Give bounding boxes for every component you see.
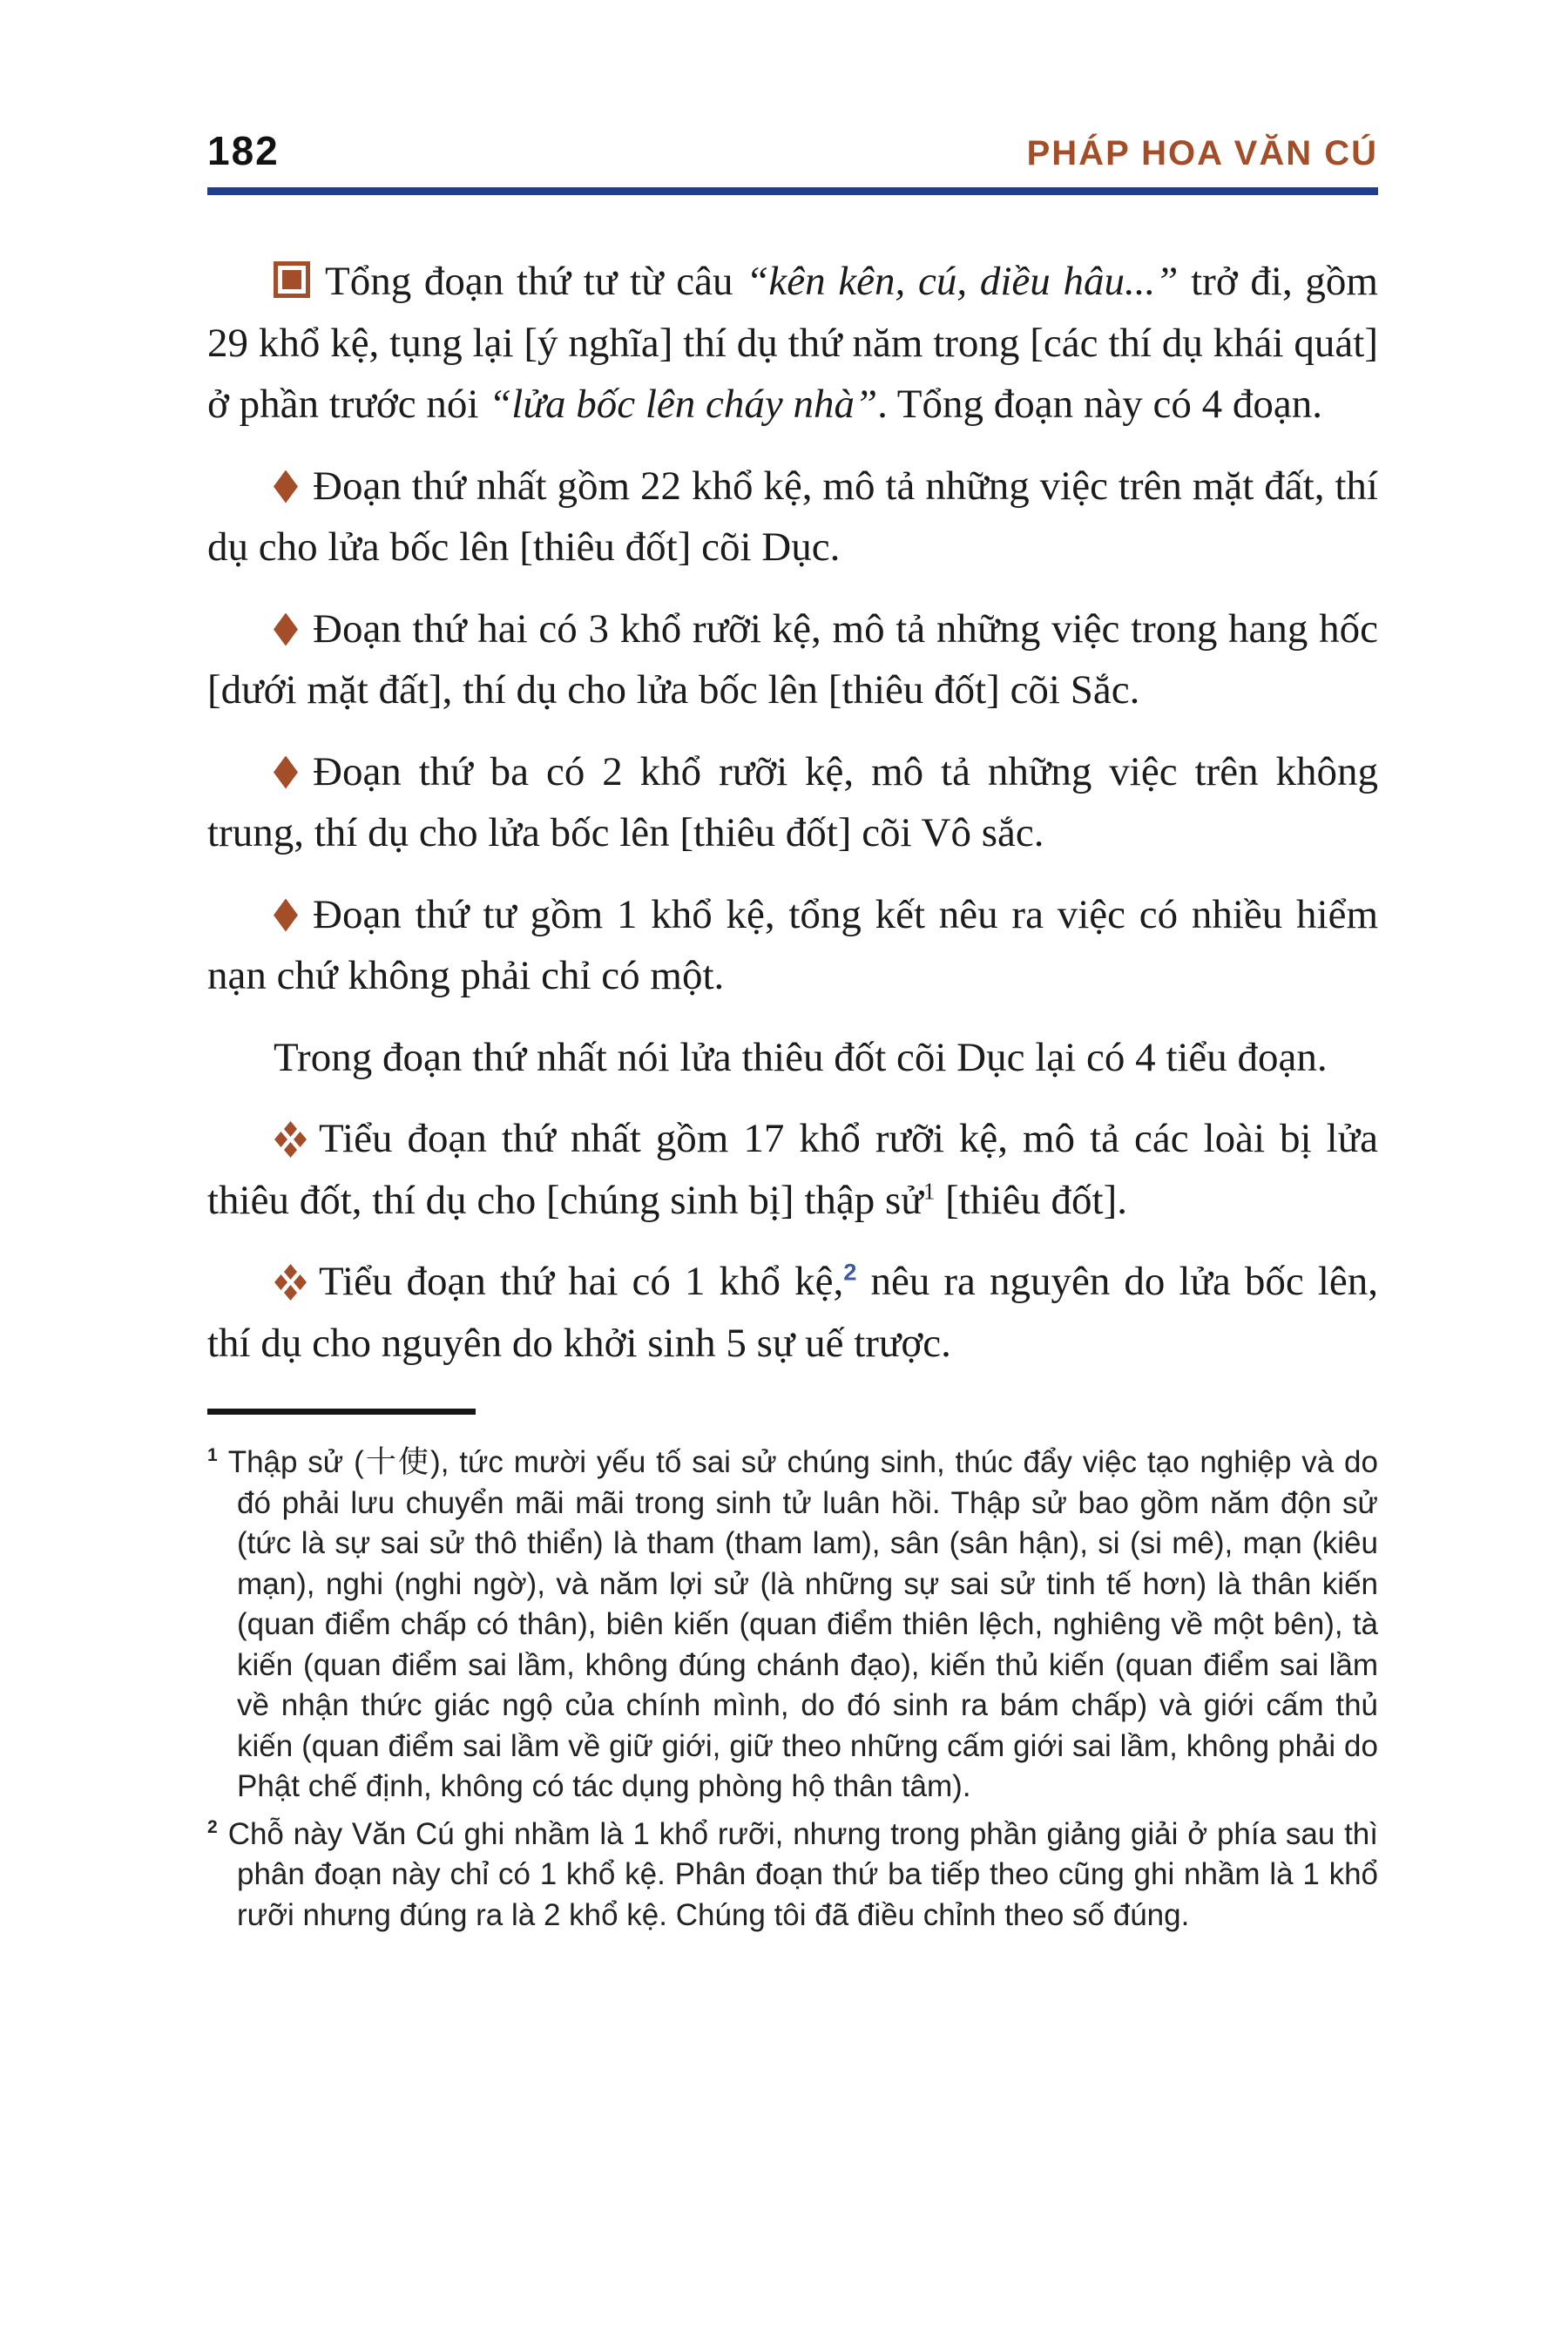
diamond-bullet-icon [274, 756, 298, 789]
diamond-dot [284, 1264, 297, 1280]
footnote-ref-2: 2 [843, 1258, 857, 1286]
text-run: Đoạn thứ ba có 2 khổ rưỡi kệ, mô tả những việc trên không trung, thí dụ cho lửa bốc lên [thiêu đốt] cõi Vô sắc. [207, 748, 1378, 855]
text-run: nêu ra nguyên do lửa bốc lên, thí dụ cho nguyên do khởi sinh 5 sự uế trược. [207, 1259, 1379, 1366]
footnote-marker: 2 [207, 1817, 218, 1838]
page-number: 182 [207, 128, 280, 173]
footnote-1 [207, 1443, 1378, 1808]
text-run: Tiểu đoạn thứ hai có 1 khổ kệ, [319, 1259, 844, 1304]
diamond-bullet-icon [274, 470, 298, 504]
diamond-dot [284, 1285, 297, 1301]
paragraph-section-4 [207, 884, 1378, 1007]
four-diamond-bullet-icon [274, 1266, 307, 1299]
footnote-2 [207, 1815, 1378, 1936]
footnote-ref-1: 1 [923, 1177, 936, 1204]
square-bullet-inner [282, 270, 301, 289]
paragraph-section-2 [207, 598, 1378, 721]
footnote-separator [207, 1409, 476, 1415]
paragraph-intro-subsections [207, 1027, 1378, 1089]
text-run: Trong đoạn thứ nhất nói lửa thiêu đốt cõi Dục lại có 4 tiểu đoạn. [274, 1034, 1328, 1080]
footnote-text: Thập sử (十使), tức mười yếu tố sai sử chúng sinh, thúc đẩy việc tạo nghiệp và do đó phải lưu chuyển mãi mãi trong sinh tử luân hồi. Thập sử bao gồm năm độn sử (tức là sự sai sử thô thiển) là tham (tham lam), sân (sân hận), si (si mê), mạn (kiêu mạn), nghi (nghi ngờ), và năm lợi sử (là những sự sai sử tinh tế hơn) là thân kiến (quan điểm chấp có thân), biên kiến (quan điểm thiên lệch, nghiêng về một bên), tà kiến (quan điểm sai lầm, không đúng chánh đạo), kiến thủ kiến (quan điểm sai lầm về nhận thức giác ngộ của chính mình, do đó sinh ra bám chấp) và giới cấm thủ kiến (quan điểm sai lầm về giữ giới, giữ theo những cấm giới sai lầm, không phải do Phật chế định, không có tác dụng phòng hộ thân tâm). [227, 1445, 1378, 1804]
paragraph-section-3 [207, 741, 1378, 864]
footnote-text: Chỗ này Văn Cú ghi nhầm là 1 khổ rưỡi, nhưng trong phần giảng giải ở phía sau thì phân đoạn này chỉ có 1 khổ kệ. Phân đoạn thứ ba tiếp theo cũng ghi nhầm là 1 khổ rưỡi nhưng đúng ra là 2 khổ kệ. Chúng tôi đã điều chỉnh theo số đúng. [227, 1816, 1378, 1933]
text-run: Tổng đoạn thứ tư từ câu [325, 259, 747, 304]
diamond-dot [294, 1132, 307, 1147]
paragraph-subsection-2 [207, 1251, 1378, 1374]
text-run: Tiểu đoạn thứ nhất gồm 17 khổ rưỡi kệ, mô tả các loài bị lửa thiêu đốt, thí dụ cho [chúng sinh bị] thập sử [207, 1116, 1378, 1223]
paragraph-subsection-1 [207, 1108, 1378, 1231]
text-run: Đoạn thứ nhất gồm 22 khổ kệ, mô tả những việc trên mặt đất, thí dụ cho lửa bốc lên [thiêu đốt] cõi Dục. [207, 463, 1378, 570]
footnotes-block [207, 1443, 1378, 1936]
diamond-bullet-icon [274, 613, 298, 646]
diamond-dot [284, 1121, 297, 1137]
text-run: Đoạn thứ tư gồm 1 khổ kệ, tổng kết nêu ra việc có nhiều hiểm nạn chứ không phải chỉ có một. [207, 891, 1378, 998]
text-run: . Tổng đoạn này có 4 đoạn. [877, 382, 1322, 427]
footnote-marker: 1 [207, 1445, 218, 1466]
diamond-dot [294, 1274, 307, 1290]
diamond-dot [274, 1274, 287, 1290]
text-run: Đoạn thứ hai có 3 khổ rưỡi kệ, mô tả những việc trong hang hốc [dưới mặt đất], thí dụ cho lửa bốc lên [thiêu đốt] cõi Sắc. [207, 605, 1378, 713]
running-title: PHÁP HOA VĂN CÚ [1026, 134, 1378, 172]
quoted-italic-run: “kên kên, cú, diều hâu...” [746, 259, 1179, 304]
page-header [207, 127, 1378, 174]
paragraph-section-1 [207, 456, 1378, 578]
diamond-dot [274, 1132, 287, 1147]
header-rule [207, 187, 1378, 195]
text-run: trở đi, gồm 29 khổ kệ, tụng lại [ý nghĩa] thí dụ thứ năm trong [các thí dụ khái quát] ở phần trước nói [207, 259, 1378, 427]
page-body [207, 251, 1378, 1374]
text-run: [thiêu đốt]. [935, 1177, 1127, 1223]
diamond-dot [284, 1142, 297, 1158]
four-diamond-bullet-icon [274, 1123, 307, 1156]
quoted-italic-run: “lửa bốc lên cháy nhà” [489, 382, 878, 427]
paragraph-overview [207, 251, 1378, 436]
square-in-square-bullet-icon [274, 261, 310, 298]
diamond-bullet-icon [274, 899, 298, 932]
